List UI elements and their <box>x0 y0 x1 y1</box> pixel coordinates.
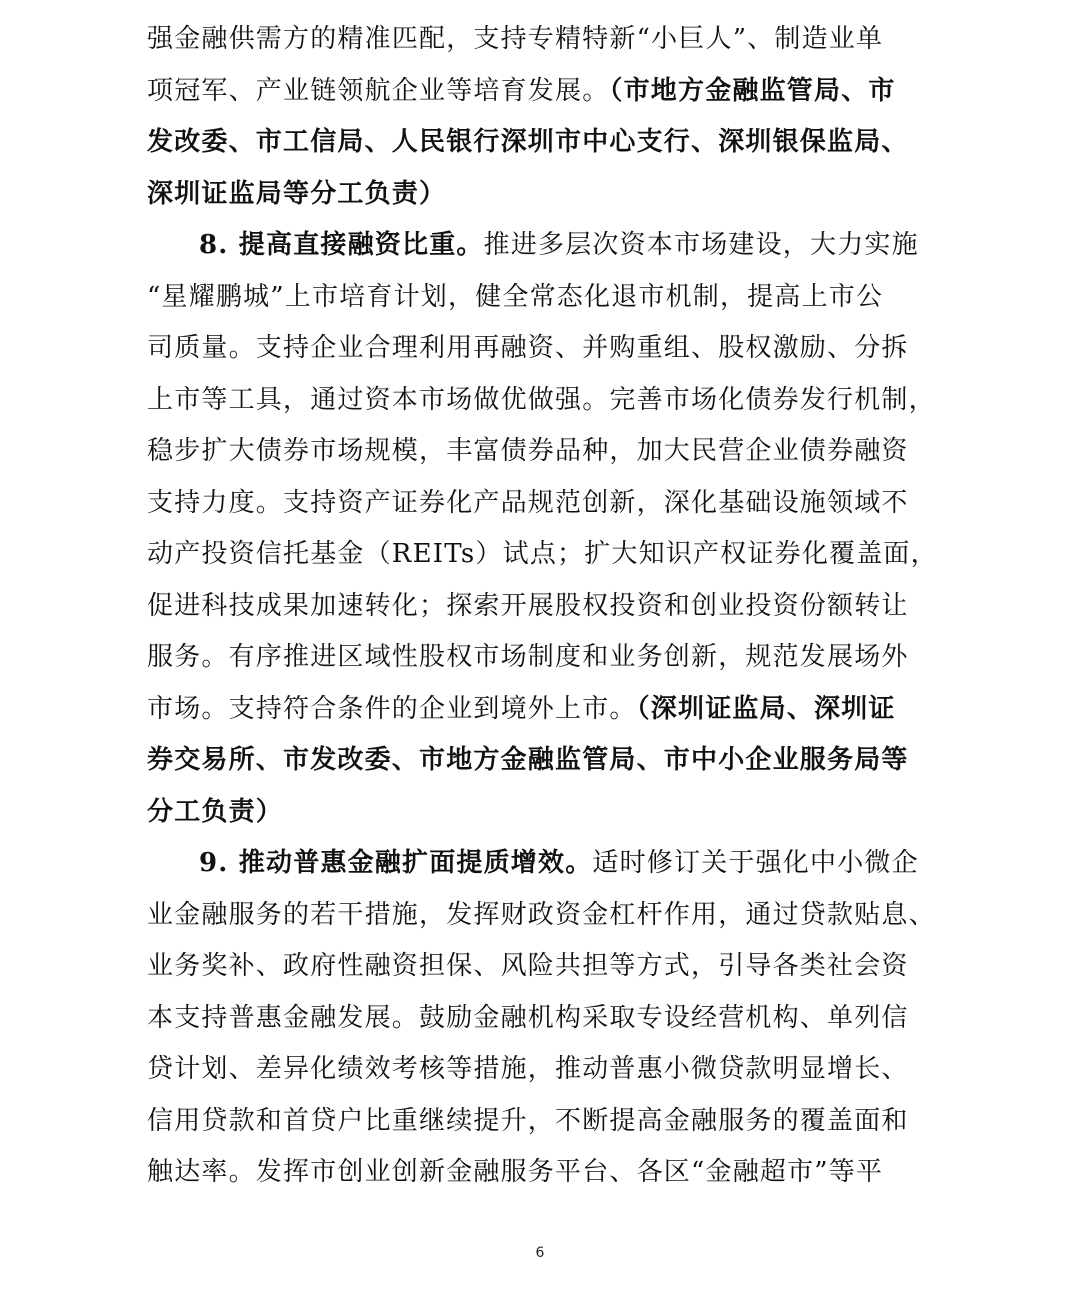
paragraph-1-responsible-parties: （市地方金融监管局、市 <box>609 75 896 106</box>
section-8-heading: 8. 提高直接融资比重。 <box>199 230 484 260</box>
paragraph-1-line-1 <box>147 14 939 66</box>
paragraph-2-line-7-text: 动产投资信托基金（REITs）试点；扩大知识产权证券化覆盖面， <box>147 539 938 569</box>
paragraph-2-line-3-text: 司质量。支持企业合理利用再融资、并购重组、股权激励、分拆 <box>147 333 909 363</box>
paragraph-3-line-2 <box>147 890 939 942</box>
paragraph-3-line-5 <box>147 1044 939 1096</box>
section-9-heading: 9. 推动普惠金融扩面提质增效。 <box>199 848 593 878</box>
paragraph-2-line-4-text: 上市等工具，通过资本市场做优做强。完善市场化债券发行机制， <box>147 384 936 415</box>
paragraph-3-line-3-text: 业务奖补、政府性融资担保、风险共担等方式，引导各类社会资 <box>147 951 909 981</box>
paragraph-1-line-4-text: 深圳证监局等分工负责） <box>147 178 447 209</box>
paragraph-2-line-10 <box>147 684 939 736</box>
paragraph-3-line-2-text: 业金融服务的若干措施，发挥财政资金杠杆作用，通过贷款贴息、 <box>147 899 936 930</box>
paragraph-2-line-9 <box>147 632 939 684</box>
paragraph-2-line-2-text: “星耀鹏城”上市培育计划，健全常态化退市机制，提高上市公 <box>147 281 884 312</box>
paragraph-1-line-1-text: 强金融供需方的精准匹配，支持专精特新“小巨人”、制造业单 <box>147 24 884 54</box>
page-number: 6 <box>535 1245 545 1261</box>
paragraph-3-line-1-text: 适时修订关于强化中小微企 <box>592 848 919 878</box>
paragraph-1-line-3-text: 发改委、市工信局、人民银行深圳市中心支行、深圳银保监局、 <box>147 127 909 157</box>
paragraph-2-line-12 <box>147 787 939 839</box>
document-body <box>147 14 939 1199</box>
paragraph-2-line-9-text: 服务。有序推进区域性股权市场制度和业务创新，规范发展场外 <box>147 642 909 672</box>
paragraph-3-line-6 <box>147 1096 939 1148</box>
paragraph-2-line-11-text: 券交易所、市发改委、市地方金融监管局、市中小企业服务局等 <box>147 745 909 775</box>
paragraph-3-line-4-text: 本支持普惠金融发展。鼓励金融机构采取专设经营机构、单列信 <box>147 1002 909 1033</box>
paragraph-2-line-5 <box>147 426 939 478</box>
paragraph-3-line-7-text: 触达率。发挥市创业创新金融服务平台、各区“金融超市”等平 <box>147 1157 884 1187</box>
paragraph-3-line-4 <box>147 993 939 1045</box>
paragraph-1-line-2 <box>147 66 939 118</box>
paragraph-1-line-3 <box>147 117 939 169</box>
paragraph-3-line-6-text: 信用贷款和首贷户比重继续提升，不断提高金融服务的覆盖面和 <box>147 1105 909 1136</box>
paragraph-2-line-1 <box>147 220 939 272</box>
paragraph-2-line-11 <box>147 735 939 787</box>
paragraph-2-responsible-parties: （深圳证监局、深圳证 <box>636 693 896 724</box>
paragraph-2-line-6 <box>147 478 939 530</box>
paragraph-2-line-4 <box>147 375 939 427</box>
paragraph-1-line-2-text: 项冠军、产业链领航企业等培育发展。 <box>147 75 610 106</box>
paragraph-2-line-8-text: 促进科技成果加速转化；探索开展股权投资和创业投资份额转让 <box>147 590 909 621</box>
paragraph-3-line-7 <box>147 1147 939 1199</box>
paragraph-3-line-5-text: 贷计划、差异化绩效考核等措施，推动普惠小微贷款明显增长、 <box>147 1054 909 1084</box>
paragraph-2-line-7 <box>147 529 939 581</box>
paragraph-2-line-5-text: 稳步扩大债券市场规模，丰富债券品种，加大民营企业债券融资 <box>147 436 909 466</box>
paragraph-2-line-12-text: 分工负责） <box>147 796 284 827</box>
paragraph-2-line-6-text: 支持力度。支持资产证券化产品规范创新，深化基础设施领域不 <box>147 487 909 518</box>
paragraph-2-line-1-text: 推进多层次资本市场建设，大力实施 <box>483 230 919 260</box>
paragraph-2-line-2 <box>147 272 939 324</box>
paragraph-3-line-3 <box>147 941 939 993</box>
paragraph-2-line-8 <box>147 581 939 633</box>
paragraph-2-line-10-text: 市场。支持符合条件的企业到境外上市。 <box>147 693 637 724</box>
paragraph-2-line-3 <box>147 323 939 375</box>
paragraph-1-line-4 <box>147 169 939 221</box>
paragraph-3-line-1 <box>147 838 939 890</box>
